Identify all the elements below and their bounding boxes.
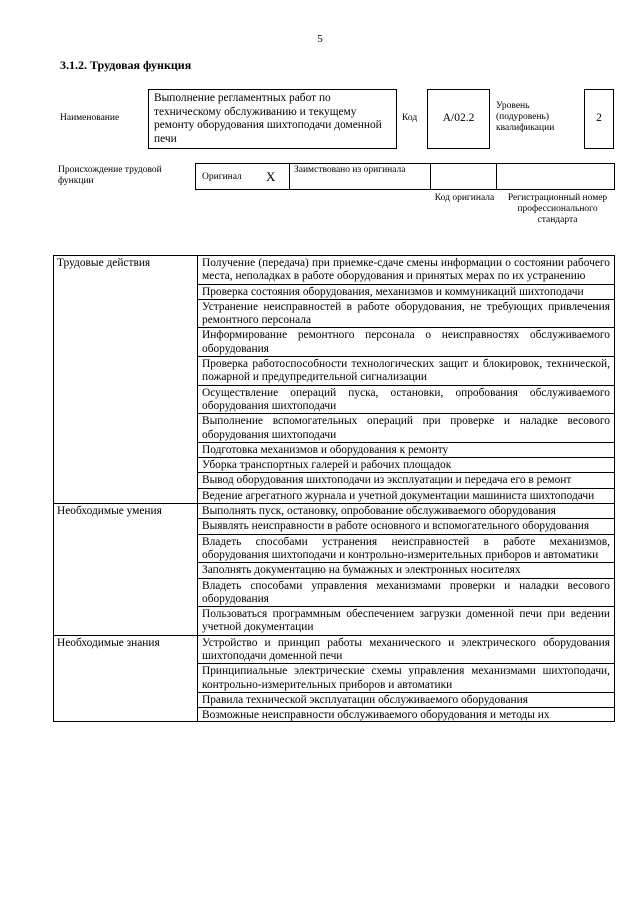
table-cell: Уборка транспортных галерей и рабочих площадок: [198, 458, 615, 473]
level-value: 2: [596, 112, 602, 124]
table-row: [54, 504, 615, 519]
table-cell: Владеть способами устранения неисправностей в работе механизмов, оборудования шихтоподачи и контрольно-измерительных приборов и автоматики: [198, 534, 615, 563]
table-cell: Устранение неисправностей в работе оборудования, не требующих привлечения ремонтного персонала: [198, 299, 615, 328]
table-cell: Владеть способами управления механизмами проверки и наладки весового оборудования: [198, 578, 615, 607]
borrowed-label: Заимствовано из оригинала: [294, 165, 406, 175]
name-label: Наименование: [60, 113, 120, 123]
table-cell: Проверка работоспособности технологических защит и блокировок, технической, пожарной и предупредительной сигнализации: [198, 357, 615, 386]
table-cell: Информирование ремонтного персонала о неисправностях обслуживаемого оборудования: [198, 328, 615, 357]
table-cell: Устройство и принцип работы механического и электрического оборудования шихтоподачи доменной печи: [198, 635, 615, 664]
table-cell: Вывод оборудования шихтоподачи из эксплуатации и передача его в ремонт: [198, 473, 615, 488]
table-cell: Принципиальные электрические схемы управления механизмами шихтоподачи, контрольно-измерительных приборов и автоматики: [198, 664, 615, 693]
table-cell: Пользоваться программным обеспечением загрузки доменной печи при ведении учетной документации: [198, 607, 615, 636]
table-cell: Получение (передача) при приемке-сдаче смены информации о состоянии рабочего места, неполадках в работе оборудования и принятых мерах по их устранению: [198, 256, 615, 285]
level-value-box: [584, 89, 614, 149]
code-value-box: [427, 89, 490, 149]
original-mark: X: [266, 169, 276, 184]
table-cell: Проверка состояния оборудования, механизмов и коммуникаций шихтоподачи: [198, 284, 615, 299]
table-cell: Ведение агрегатного журнала и учетной документации машиниста шихтоподачи: [198, 488, 615, 503]
original-label: Оригинал: [202, 172, 242, 182]
table-cell: Правила технической эксплуатации обслуживаемого оборудования: [198, 692, 615, 707]
code-value: А/02.2: [442, 112, 475, 124]
function-table: [53, 255, 615, 722]
table-row: [54, 635, 615, 664]
origin-table: [195, 163, 615, 190]
knowledge-label: Необходимые знания: [54, 635, 198, 721]
skills-label: Необходимые умения: [54, 504, 198, 636]
table-cell: Возможные неисправности обслуживаемого оборудования и методы их: [202, 709, 550, 722]
origin-cell-code: [431, 164, 497, 189]
name-value: Выполнение регламентных работ по техническому обслуживанию и текущему ремонту оборудования шихтоподачи доменной печи: [154, 92, 382, 145]
labor-actions-label: Трудовые действия: [54, 256, 198, 504]
name-value-box: [148, 89, 397, 149]
table-row: [54, 256, 615, 285]
table-cell: Осуществление операций пуска, остановки, опробования обслуживаемого оборудования шихтоподачи: [198, 385, 615, 414]
reg-number-caption: Регистрационный номер профессионального стандарта: [507, 193, 608, 225]
origin-label: Происхождение трудовой функции: [58, 165, 162, 186]
table-cell: Заполнять документацию на бумажных и электронных носителях: [198, 563, 615, 578]
origin-cell-borrowed: [290, 164, 431, 189]
code-original-caption: Код оригинала: [434, 193, 495, 203]
table-cell: Подготовка механизмов и оборудования к ремонту: [198, 442, 615, 457]
level-label: Уровень (подуровень) квалификации: [496, 101, 555, 133]
table-cell: Выполнение вспомогательных операций при проверке и наладке весового оборудования шихтоподачи: [198, 414, 615, 443]
table-cell: Выполнять пуск, остановку, опробование обслуживаемого оборудования: [198, 504, 615, 519]
table-cell: Выявлять неисправности в работе основного и вспомогательного оборудования: [198, 519, 615, 534]
code-label: Код: [402, 113, 418, 123]
section-title: 3.1.2. Трудовая функция: [60, 58, 192, 72]
page-number: 5: [317, 33, 323, 45]
origin-cell-original: [196, 164, 290, 189]
